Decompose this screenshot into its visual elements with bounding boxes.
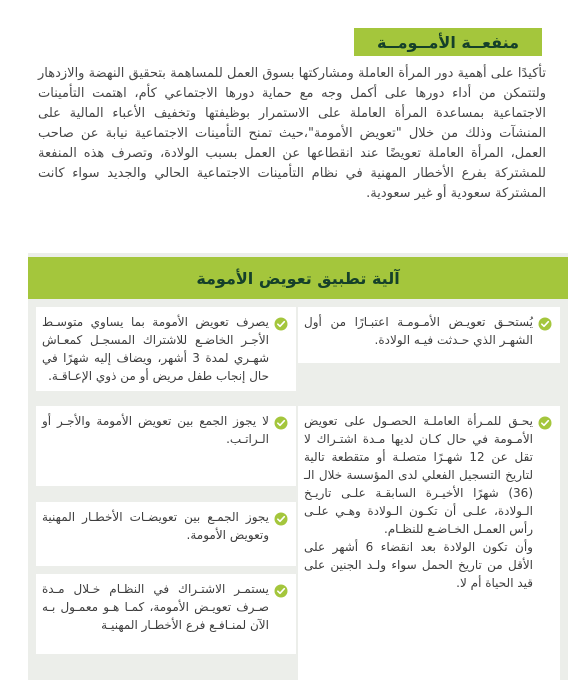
card-combine-occupational [36, 502, 296, 566]
card-text: يصرف تعويض الأمومة بما يساوي متوسـط الأجـر الخاضـع للاشتراك المسجـل كمعـاش شهـري لمدة 3 أشهر، ويضاف إليه شهرًا في حال إنجاب طفل مريض أو من ذوي الإعـاقـة. [42, 315, 269, 383]
card-text: يُستحـق تعويـض الأمـومـة اعتبـارًا من أول الشهـر الذي حـدثت فيـه الولادة. [304, 315, 533, 347]
card-text: يحـق للمـرأة العاملـة الحصـول على تعويض الأمـومة في حال كـان لديها مـدة اشتـراك لا تقل عن 12 شهـرًا متصلـة أو متقطعة تالية لتاريخ التسجيل الفعلي لدى المؤسسة خلال الـ (36) شهرًا الأخيـرة السابقـة علـى تاريـخ الـولادة، علـى أن تكـون الـولادة وهـي علـى رأس العمـل الخـاضـع للنظـام. [304, 414, 534, 536]
card-no-combine-salary [36, 406, 296, 486]
intro-paragraph: تأكيدًا على أهمية دور المرأة العاملة ومشاركتها بسوق العمل للمساهمة بتحقيق النهضة والازدهار ولتتمكن من أداء دورها على أكمل وجه مع حماية دورها الاجتماعي كأم، اهتمت التأمينات الاجتماعية بمساعدة المرأة العاملة على الاستمرار بوظيفتها وتخفيف الأعباء المالية على المنشآت وذلك من خلال "تعويض الأمومة"،حيث تمنح التأمينات الاجتماعية نيابة عن صاحب العمل، المرأة العاملة تعويضًا عند انقطاعها عن العمل بسبب الولادة، وتصرف هذه المنفعة للمشتركة بفرع الأخطار المهنية في نظام التأمينات الاجتماعية الحالي والجديد سواء كانت المشتركة سعودية أو غير سعودية. [38, 66, 546, 201]
check-circle-icon [538, 415, 552, 429]
check-circle-icon [274, 415, 288, 429]
card-payment-amount [36, 307, 296, 391]
section-title: آلية تطبيق تعويض الأمومة [196, 268, 400, 288]
check-circle-icon [274, 316, 288, 330]
card-text: لا يجوز الجمع بين تعويض الأمومة والأجـر أو الـراتـب. [42, 414, 269, 446]
card-subscription-continues [36, 574, 296, 654]
page-title: منفعــة الأمــومــة [377, 32, 520, 52]
section-header [28, 257, 568, 299]
check-circle-icon [274, 511, 288, 525]
card-text: يجوز الجمـع بين تعويضـات الأخطـار المهنية وتعويض الأمومة. [42, 510, 269, 542]
card-text: يستمـر الاشتـراك في النظـام خـلال مـدة صـرف تعويـض الأمومة، كمـا هـو معمـول بـه الآن لمنـافـع فرع الأخطـار المهنيـة [42, 582, 269, 632]
page-title-banner [354, 28, 542, 56]
card-text-continued: وأن تكون الولادة بعد انقضاء 6 أشهر على الأقل من تاريخ الحمل سواء ولـد الجنين على قيد الحياة أم لا. [304, 540, 533, 590]
card-eligibility-conditions [298, 406, 560, 680]
card-eligibility-start [298, 307, 560, 363]
check-circle-icon [538, 316, 552, 330]
check-circle-icon [274, 583, 288, 597]
mechanism-section [28, 253, 568, 680]
